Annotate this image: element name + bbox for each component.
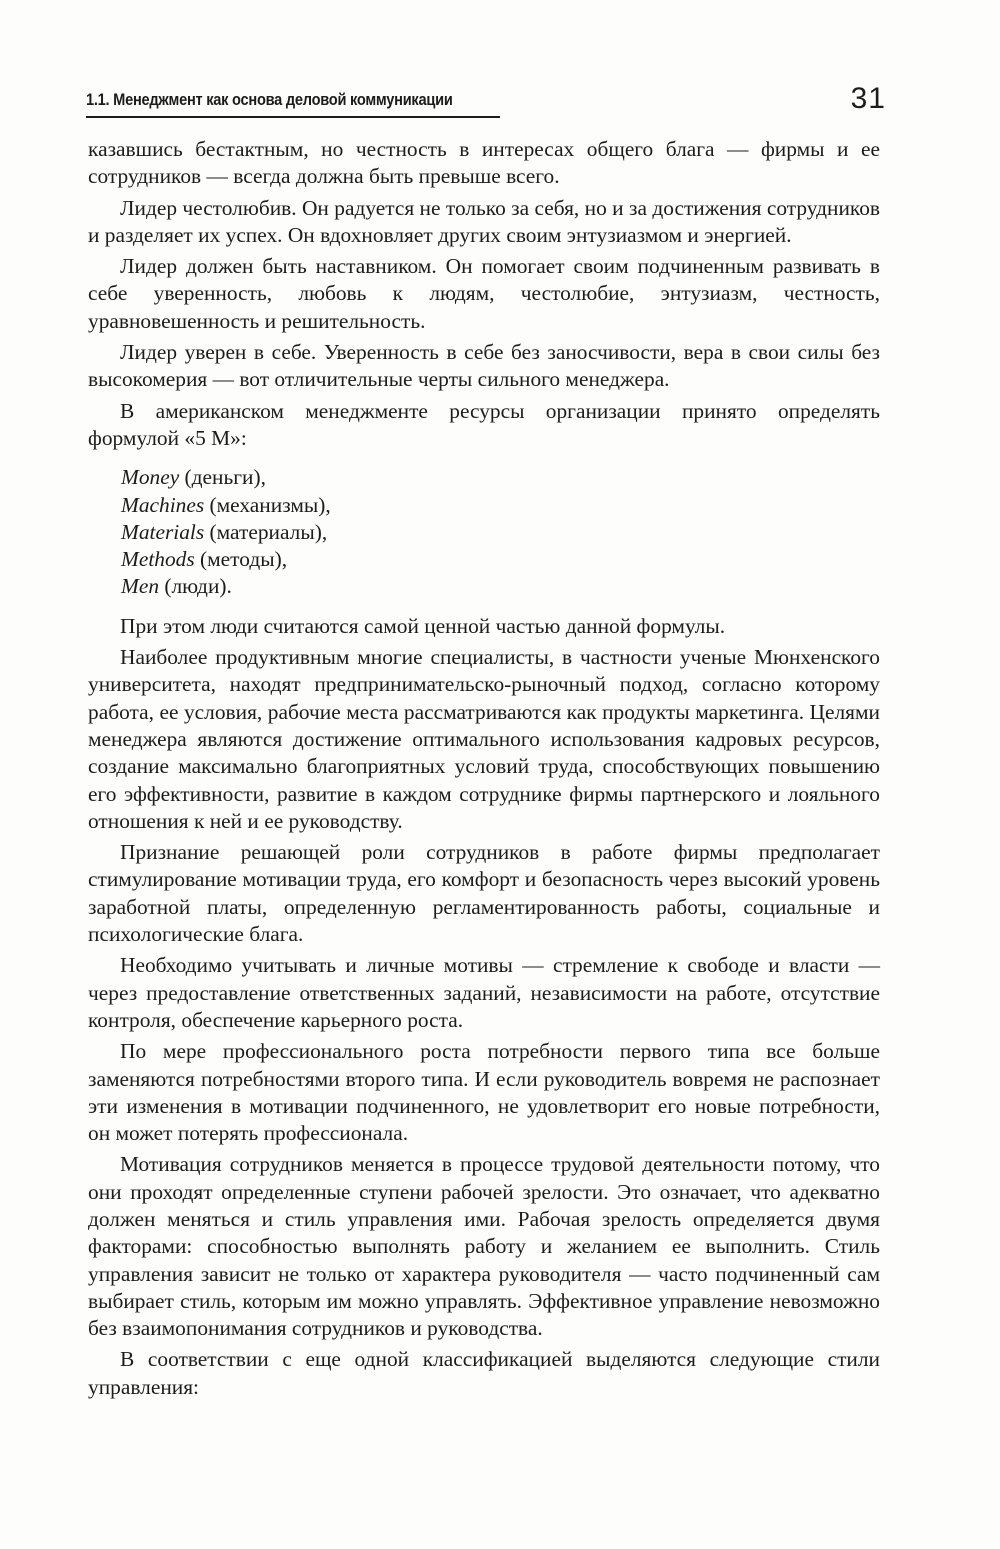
list-item bbox=[121, 464, 880, 491]
paragraph: При этом люди считаются самой ценной частью данной формулы. bbox=[120, 613, 726, 638]
resource-desc: (материалы), bbox=[204, 519, 328, 544]
paragraph: Лидер уверен в себе. Уверенность в себе без заносчивости, вера в свои силы без высокомерия — вот отличительные черты сильного менеджера. bbox=[88, 340, 880, 392]
resource-term: Men bbox=[121, 574, 160, 599]
paragraph: Необходимо учитывать и личные мотивы — стремление к свободе и власти — через предоставление ответственных заданий, независимости на работе, отсутствие контроля, обеспечение карьерного роста. bbox=[88, 953, 880, 1032]
paragraph-continued: казавшись бестактным, но честность в интересах общего блага — фирмы и ее сотрудников — всегда должна быть превыше всего. bbox=[88, 137, 880, 189]
resource-term: Machines bbox=[121, 492, 205, 517]
resource-desc: (механизмы), bbox=[204, 492, 331, 517]
resource-list bbox=[121, 464, 880, 600]
paragraph: Лидер должен быть наставником. Он помогает своим подчиненным развивать в себе уверенность, любовь к людям, честолюбие, энтузиазм, честность, уравновешенность и решительность. bbox=[88, 254, 880, 333]
resource-term: Materials bbox=[121, 519, 205, 544]
list-item bbox=[121, 546, 880, 573]
paragraph: Наиболее продуктивным многие специалисты, в частности ученые Мюнхенского университета, находят предпринимательско-рыночный подход, согласно которому работа, ее условия, рабочие места рассматриваются как продукты маркетинга. Целями менеджера являются достижение оптимального использования кадровых ресурсов, создание максимально благоприятных условий труда, способствующих повышению его эффективности, развитие в каждом сотруднике фирмы партнерского и лояльного отношения к ней и ее руководству. bbox=[88, 645, 880, 833]
resource-desc: (методы), bbox=[194, 547, 288, 572]
paragraph: По мере профессионального роста потребности первого типа все больше заменяются потребностями второго типа. И если руководитель вовремя не распознает эти изменения в мотивации подчиненного, не удовлетворит его новые потребности, он может потерять профессионала. bbox=[88, 1039, 880, 1146]
paragraph: Мотивация сотрудников меняется в процессе трудовой деятельности потому, что они проходят определенные ступени рабочей зрелости. Это означает, что адекватно должен меняться и стиль управления ими. Рабочая зрелость определяется двумя факторами: способностью выполнять работу и желанием ее выполнить. Стиль управления зависит не только от характера руководителя — часто подчиненный сам выбирает стиль, которым им можно управлять. Эффективное управление невозможно без взаимопонимания сотрудников и руководства. bbox=[88, 1152, 880, 1341]
list-item bbox=[121, 492, 880, 519]
resource-term: Methods bbox=[121, 547, 195, 572]
page-number: 31 bbox=[850, 82, 886, 115]
paragraph: Признание решающей роли сотрудников в работе фирмы предполагает стимулирование мотивации труда, его комфорт и безопасность через высокий уровень заработной платы, определенную регламентированность работы, социальные и психологические блага. bbox=[88, 840, 880, 947]
paragraph: Лидер честолюбив. Он радуется не только за себя, но и за достижения сотрудников и разделяет их успех. Он вдохновляет других своим энтузиазмом и энергией. bbox=[88, 195, 880, 247]
paragraph: В соответствии с еще одной классификацией выделяются следующие стили управления: bbox=[88, 1347, 880, 1399]
running-header bbox=[86, 84, 886, 124]
list-item bbox=[121, 573, 880, 600]
body-text bbox=[88, 136, 880, 1401]
resource-desc: (люди). bbox=[159, 574, 232, 599]
section-title: 1.1. Менеджмент как основа деловой коммуникации bbox=[86, 90, 453, 109]
resource-term: Money bbox=[121, 465, 180, 490]
list-item bbox=[121, 519, 880, 546]
paragraph: В американском менеджменте ресурсы организации принято определять формулой «5 М»: bbox=[88, 398, 880, 450]
resource-desc: (деньги), bbox=[179, 465, 266, 490]
header-rule bbox=[86, 116, 500, 118]
